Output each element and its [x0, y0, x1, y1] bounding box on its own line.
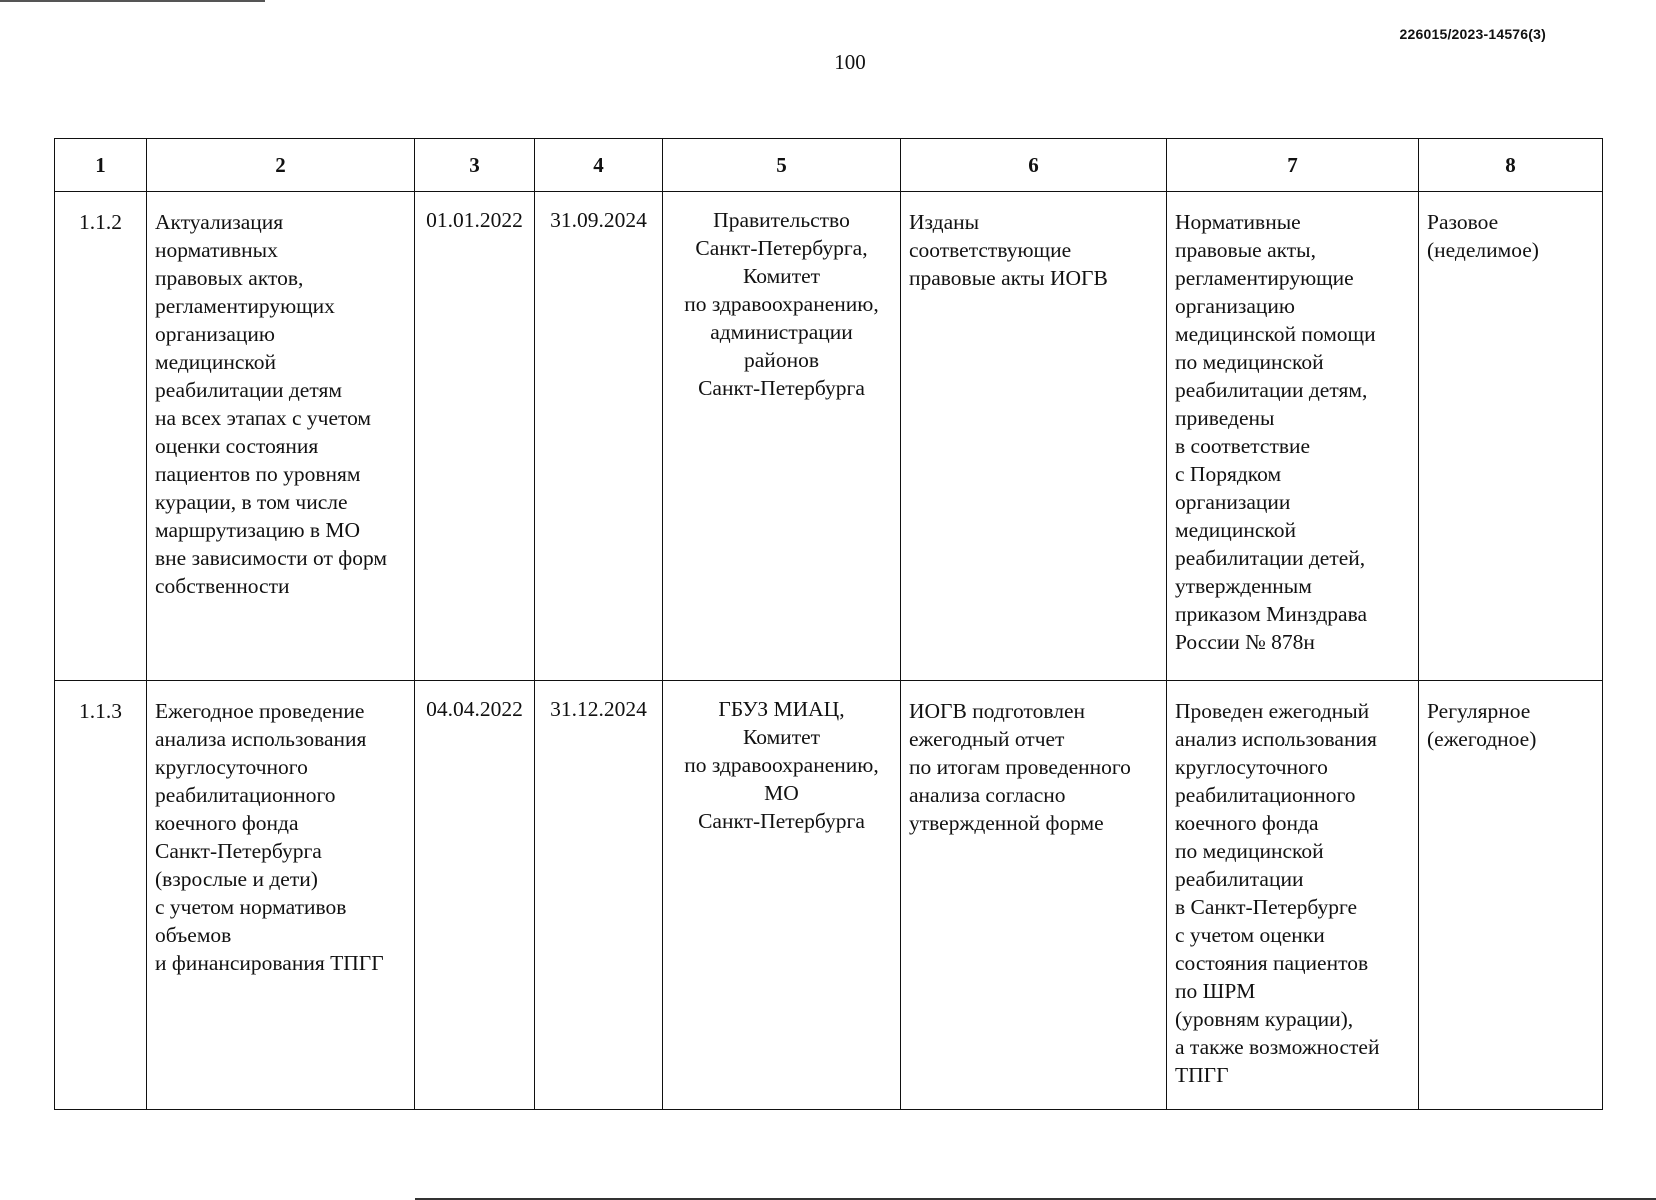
- measure-description: [147, 192, 415, 681]
- text-line: регламентирующих: [155, 294, 335, 318]
- text-line: ИОГВ подготовлен: [909, 699, 1086, 723]
- measure-description: [147, 681, 415, 1110]
- text-line: регламентирующие: [1175, 266, 1354, 290]
- text-line: пациентов по уровням: [155, 462, 361, 486]
- text-line: с учетом нормативов: [155, 895, 347, 919]
- text-line: состояния пациентов: [1175, 951, 1369, 975]
- text-line: организацию: [1175, 294, 1295, 318]
- column-header-1: 1: [55, 139, 147, 192]
- text-line: круглосуточного: [155, 755, 308, 779]
- text-line: Регулярное: [1427, 699, 1531, 723]
- column-header-4: 4: [535, 139, 663, 192]
- text-line: утвержденной форме: [909, 811, 1104, 835]
- measure-type: [1419, 681, 1603, 1110]
- text-line: по итогам проведенного: [909, 755, 1131, 779]
- text-line: правовые акты ИОГВ: [909, 266, 1108, 290]
- measures-table: [54, 138, 1603, 1110]
- text-line: Санкт-Петербурга,: [695, 236, 868, 260]
- top-scan-rule: [0, 0, 265, 2]
- text-line: правовых актов,: [155, 266, 304, 290]
- text-line: Правительство: [713, 208, 850, 232]
- text-line: администрации: [710, 320, 853, 344]
- text-line: по здравоохранению,: [684, 292, 879, 316]
- text-line: приказом Минздрава: [1175, 602, 1367, 626]
- text-line: соответствующие: [909, 238, 1072, 262]
- header-row: [55, 139, 1603, 192]
- text-line: районов: [744, 348, 819, 372]
- text-line: реабилитации: [1175, 867, 1304, 891]
- text-line: Нормативные: [1175, 210, 1301, 234]
- text-line: на всех этапах с учетом: [155, 406, 372, 430]
- text-line: утвержденным: [1175, 574, 1312, 598]
- text-line: Санкт-Петербурга: [155, 839, 322, 863]
- text-line: в Санкт-Петербурге: [1175, 895, 1358, 919]
- column-header-6: 6: [901, 139, 1167, 192]
- text-line: по медицинской: [1175, 839, 1324, 863]
- result-indicator: [1167, 681, 1419, 1110]
- text-line: коечного фонда: [155, 811, 299, 835]
- text-line: по здравоохранению,: [684, 753, 879, 777]
- result-indicator: [1167, 192, 1419, 681]
- expected-result: [901, 681, 1167, 1110]
- text-line: с учетом оценки: [1175, 923, 1325, 947]
- text-line: (взрослые и дети): [155, 867, 318, 891]
- expected-result: [901, 192, 1167, 681]
- text-line: Разовое: [1427, 210, 1499, 234]
- text-line: МО: [764, 781, 799, 805]
- text-line: нормативных: [155, 238, 278, 262]
- text-line: реабилитационного: [155, 783, 336, 807]
- measure-type: [1419, 192, 1603, 681]
- text-line: с Порядком: [1175, 462, 1282, 486]
- text-line: реабилитационного: [1175, 783, 1356, 807]
- text-line: Изданы: [909, 210, 980, 234]
- responsible-executors: [663, 192, 901, 681]
- text-line: (уровням курации),: [1175, 1007, 1354, 1031]
- text-line: ТПГГ: [1175, 1063, 1229, 1087]
- text-line: ГБУЗ МИАЦ,: [718, 697, 845, 721]
- text-line: организации: [1175, 490, 1291, 514]
- text-line: курации, в том числе: [155, 490, 348, 514]
- text-line: объемов: [155, 923, 232, 947]
- end-date: 31.12.2024: [535, 681, 663, 1110]
- text-line: по ШРМ: [1175, 979, 1256, 1003]
- text-line: ежегодный отчет: [909, 727, 1065, 751]
- end-date: 31.09.2024: [535, 192, 663, 681]
- start-date: 01.01.2022: [415, 192, 535, 681]
- text-line: коечного фонда: [1175, 811, 1319, 835]
- text-line: правовые акты,: [1175, 238, 1316, 262]
- text-line: а также возможностей: [1175, 1035, 1380, 1059]
- column-header-2: 2: [147, 139, 415, 192]
- text-line: и финансирования ТПГГ: [155, 951, 384, 975]
- text-line: в соответствие: [1175, 434, 1311, 458]
- text-line: Проведен ежегодный: [1175, 699, 1370, 723]
- text-line: круглосуточного: [1175, 755, 1328, 779]
- start-date: 04.04.2022: [415, 681, 535, 1110]
- column-header-5: 5: [663, 139, 901, 192]
- column-header-8: 8: [1419, 139, 1603, 192]
- text-line: анализа использования: [155, 727, 367, 751]
- text-line: реабилитации детей,: [1175, 546, 1366, 570]
- text-line: России № 878н: [1175, 630, 1315, 654]
- text-line: маршрутизацию в МО: [155, 518, 361, 542]
- text-line: (ежегодное): [1427, 727, 1537, 751]
- text-line: анализ использования: [1175, 727, 1377, 751]
- row-number: 1.1.3: [55, 681, 147, 1110]
- text-line: анализа согласно: [909, 783, 1066, 807]
- column-header-7: 7: [1167, 139, 1419, 192]
- row-number: 1.1.2: [55, 192, 147, 681]
- text-line: медицинской помощи: [1175, 322, 1376, 346]
- table-row: [55, 192, 1603, 681]
- text-line: (неделимое): [1427, 238, 1539, 262]
- table-row: [55, 681, 1603, 1110]
- text-line: собственности: [155, 574, 290, 598]
- text-line: Комитет: [742, 264, 821, 288]
- text-line: Актуализация: [155, 210, 284, 234]
- text-line: Санкт-Петербурга: [698, 376, 865, 400]
- column-header-3: 3: [415, 139, 535, 192]
- text-line: реабилитации детям: [155, 378, 342, 402]
- text-line: вне зависимости от форм: [155, 546, 387, 570]
- text-line: Ежегодное проведение: [155, 699, 365, 723]
- text-line: медицинской: [1175, 518, 1296, 542]
- text-line: Комитет: [742, 725, 821, 749]
- text-line: по медицинской: [1175, 350, 1324, 374]
- responsible-executors: [663, 681, 901, 1110]
- text-line: оценки состояния: [155, 434, 319, 458]
- document-number: 226015/2023-14576(3): [1399, 26, 1546, 42]
- text-line: медицинской: [155, 350, 276, 374]
- text-line: Санкт-Петербурга: [698, 809, 865, 833]
- text-line: организацию: [155, 322, 275, 346]
- text-line: реабилитации детям,: [1175, 378, 1368, 402]
- page-number: 100: [834, 50, 866, 74]
- text-line: приведены: [1175, 406, 1275, 430]
